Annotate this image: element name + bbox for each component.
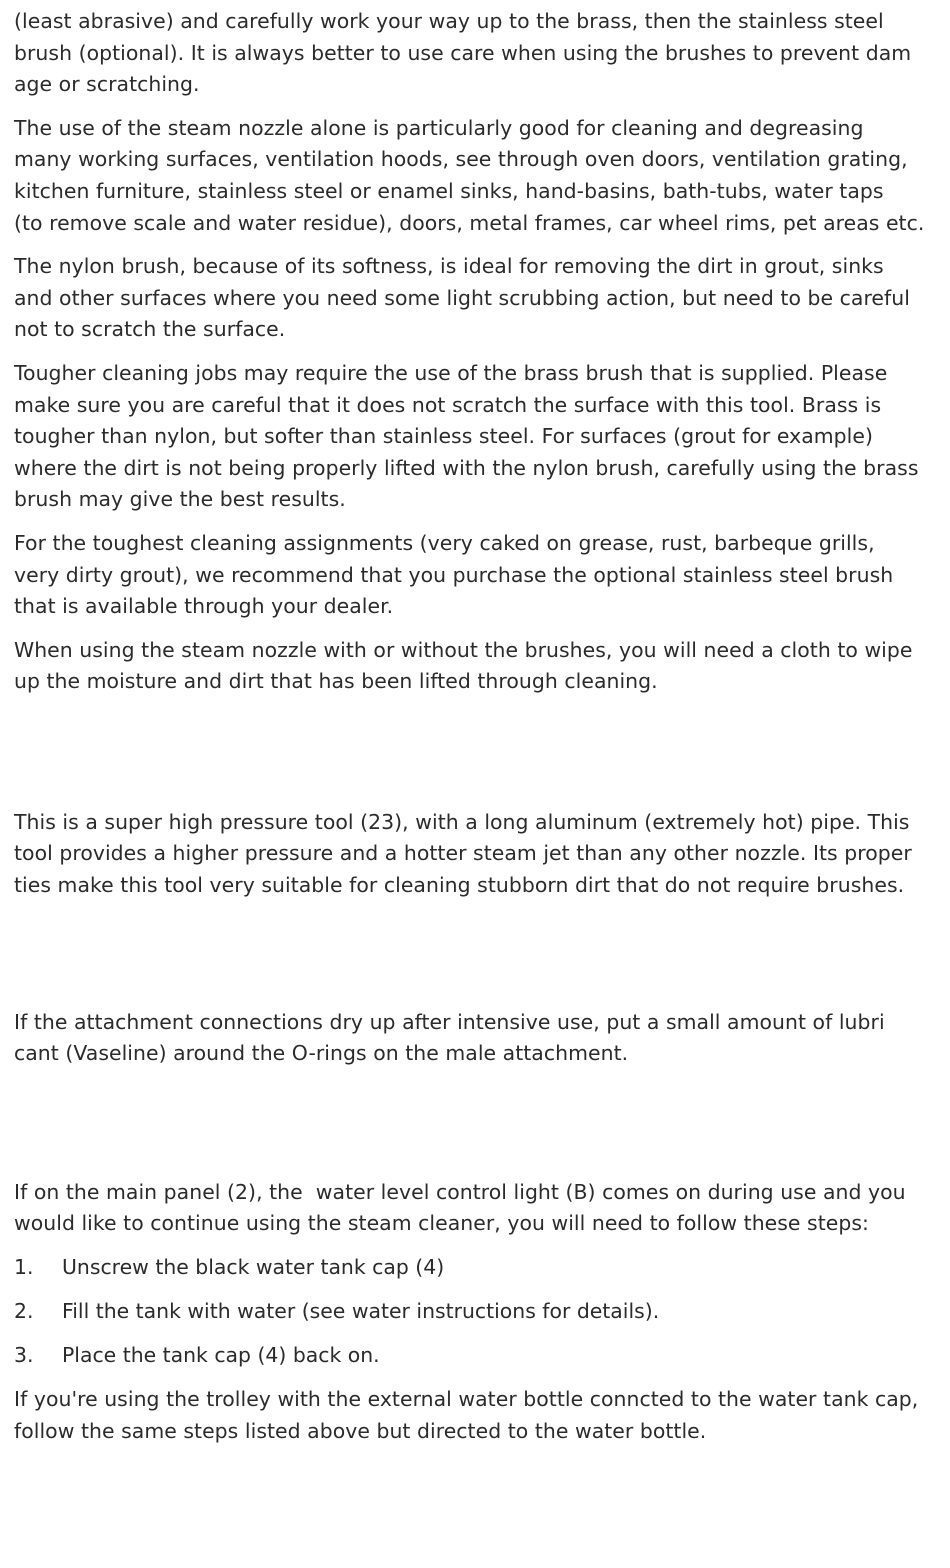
paragraph-trolley-bottle [14, 1384, 944, 1447]
text-line: would like to continue using the steam cleaner, you will need to follow these steps: [14, 1211, 869, 1236]
section-gap [14, 902, 944, 1007]
text-line: where the dirt is not being properly lifted with the nylon brush, carefully using the brass [14, 455, 919, 480]
paragraph-nylon-brush [14, 251, 944, 346]
step-number: 2. [14, 1299, 34, 1324]
text-line: For the toughest cleaning assignments (very caked on grease, rust, barbeque grills, [14, 530, 875, 555]
text-line: and other surfaces where you need some light scrubbing action, but need to be careful [14, 285, 910, 310]
text-line: The use of the steam nozzle alone is particularly good for cleaning and degreasing [14, 115, 864, 140]
text-line: The nylon brush, because of its softness, is ideal for removing the dirt in grout, sinks [14, 254, 884, 279]
text-line: that is available through your dealer. [14, 594, 394, 619]
list-item [14, 1340, 944, 1372]
paragraph-lubricant [14, 1007, 944, 1070]
paragraph-wipe-cloth [14, 635, 944, 698]
text-line: kitchen furniture, stainless steel or enamel sinks, hand-basins, bath-tubs, water taps [14, 178, 884, 203]
step-number: 1. [14, 1255, 34, 1280]
paragraph-brass-brush [14, 358, 944, 516]
paragraph-water-level [14, 1177, 944, 1240]
paragraph-stainless-brush [14, 528, 944, 623]
text-line: brush (optional). It is always better to use care when using the brushes to prevent dam [14, 40, 912, 65]
document-page [14, 6, 944, 1460]
text-line: cant (Vaseline) around the O-rings on the male attachment. [14, 1041, 629, 1066]
paragraph-steam-nozzle-uses [14, 113, 944, 239]
text-line: If on the main panel (2), the water level control light (B) comes on during use and you [14, 1179, 906, 1204]
step-text: Place the tank cap (4) back on. [62, 1343, 380, 1368]
text-line: (to remove scale and water residue), doors, metal frames, car wheel rims, pet areas etc. [14, 210, 925, 235]
text-line: If you're using the trolley with the external water bottle conncted to the water tank cap, [14, 1387, 919, 1412]
text-line: not to scratch the surface. [14, 317, 286, 342]
text-line: up the moisture and dirt that has been lifted through cleaning. [14, 669, 658, 694]
paragraph-high-pressure-tool [14, 807, 944, 902]
paragraph-brush-care [14, 6, 944, 101]
text-line: When using the steam nozzle with or without the brushes, you will need a cloth to wipe [14, 637, 913, 662]
step-text: Unscrew the black water tank cap (4) [62, 1255, 445, 1280]
text-line: ties make this tool very suitable for cleaning stubborn dirt that do not require brushes. [14, 873, 905, 898]
text-line: This is a super high pressure tool (23), with a long aluminum (extremely hot) pipe. This [14, 809, 910, 834]
text-line: age or scratching. [14, 72, 200, 97]
steps-list [14, 1252, 944, 1372]
text-line: Tougher cleaning jobs may require the use of the brass brush that is supplied. Please [14, 360, 888, 385]
text-line: brush may give the best results. [14, 487, 346, 512]
text-line: follow the same steps listed above but directed to the water bottle. [14, 1418, 707, 1443]
section-gap [14, 1070, 944, 1177]
step-number: 3. [14, 1343, 34, 1368]
list-item [14, 1252, 944, 1284]
step-text: Fill the tank with water (see water instructions for details). [62, 1299, 660, 1324]
text-line: very dirty grout), we recommend that you purchase the optional stainless steel brush [14, 562, 894, 587]
list-item [14, 1296, 944, 1328]
text-line: tool provides a higher pressure and a hotter steam jet than any other nozzle. Its proper [14, 841, 912, 866]
text-line: many working surfaces, ventilation hoods, see through oven doors, ventilation grating, [14, 147, 908, 172]
text-line: tougher than nylon, but softer than stainless steel. For surfaces (grout for example) [14, 424, 873, 449]
text-line: (least abrasive) and carefully work your way up to the brass, then the stainless steel [14, 9, 884, 33]
text-line: If the attachment connections dry up after intensive use, put a small amount of lubri [14, 1009, 885, 1034]
section-gap [14, 698, 944, 807]
text-line: make sure you are careful that it does not scratch the surface with this tool. Brass is [14, 392, 882, 417]
